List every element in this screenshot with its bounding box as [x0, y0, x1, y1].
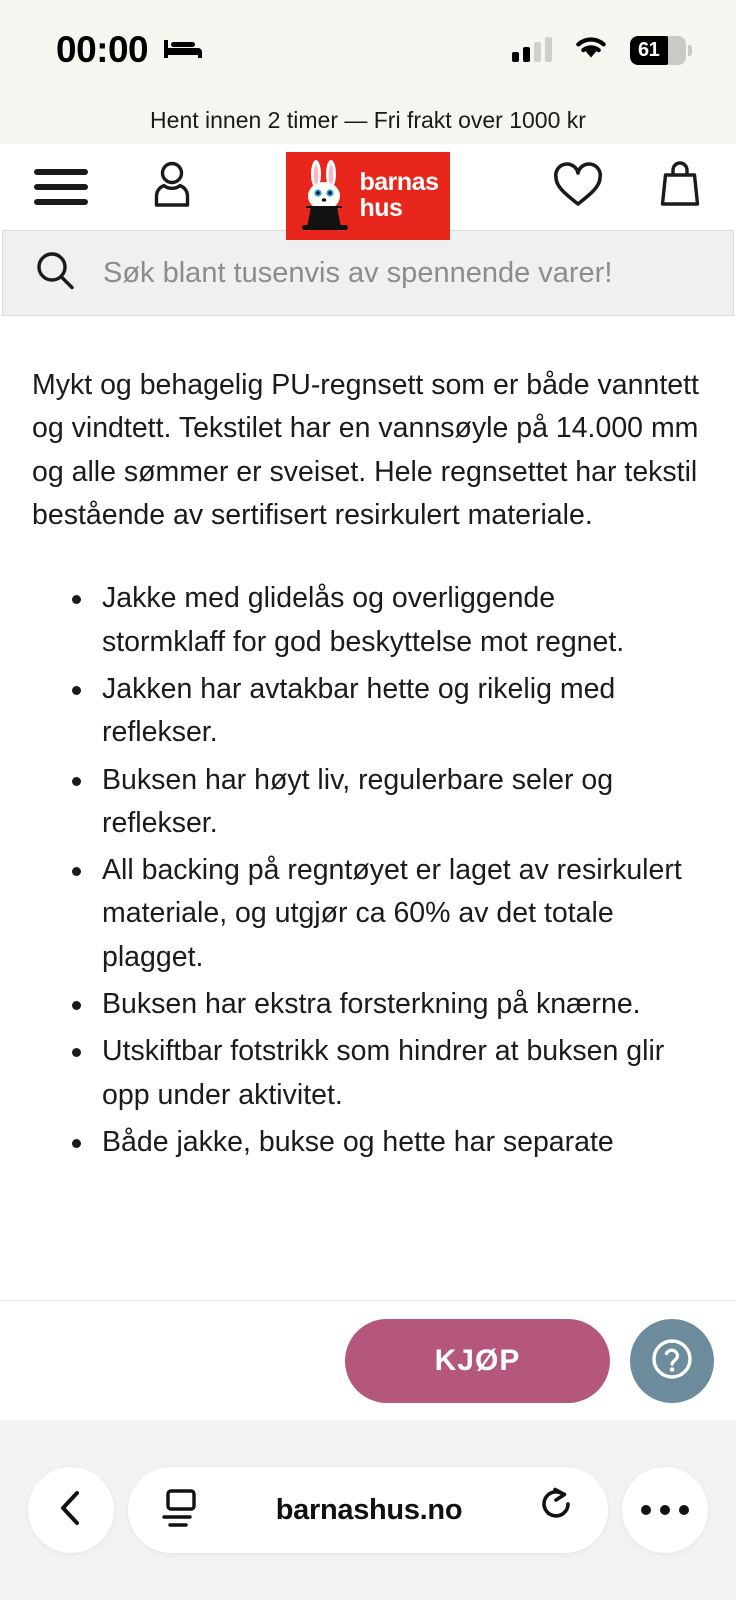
site-header: [0, 144, 736, 230]
product-feature-list: [30, 577, 706, 1164]
browser-url-bar[interactable]: [128, 1467, 608, 1553]
sticky-action-bar: [0, 1300, 736, 1420]
search-section: [0, 230, 736, 316]
status-bar: [0, 0, 736, 100]
browser-more-button[interactable]: [622, 1467, 708, 1553]
status-bar-left: [56, 29, 204, 71]
list-item: All backing på regntøyet er laget av resirkulert materiale, og utgjør ca 60% av det totale plagget.: [102, 849, 706, 979]
search-input[interactable]: [103, 257, 703, 290]
site-logo[interactable]: [286, 152, 450, 240]
shopping-bag-icon: [658, 160, 702, 215]
rabbit-in-hat-icon: [298, 158, 352, 235]
bed-icon: [162, 34, 204, 67]
battery-icon: [630, 36, 692, 65]
logo-line-1: barnas: [359, 168, 439, 197]
list-item: Buksen har høyt liv, regulerbare seler og reflekser.: [102, 759, 706, 846]
chevron-left-icon: [54, 1488, 88, 1533]
heart-icon: [552, 161, 604, 214]
list-item: Jakken har avtakbar hette og rikelig med reflekser.: [102, 668, 706, 755]
list-item: Både jakke, bukse og hette har separate: [102, 1121, 706, 1164]
header-right-group: [552, 160, 702, 215]
product-description-text: Mykt og behagelig PU-regnsett som er både vanntett og vindtett. Tekstilet har en vannsøyle på 14.000 mm og alle sømmer er sveiset. Hele regnsettet har tekstil bestående av sertifisert resirkulert materiale.: [32, 369, 699, 531]
reload-icon[interactable]: [538, 1487, 576, 1534]
wishlist-button[interactable]: [552, 161, 604, 214]
wifi-icon: [572, 34, 610, 67]
list-item: Jakke med glidelås og overliggende stormklaff for god beskyttelse mot regnet.: [102, 577, 706, 664]
product-description-section: [0, 316, 736, 1300]
browser-toolbar: [0, 1420, 736, 1600]
status-bar-right: [512, 34, 692, 67]
list-item: Utskiftbar fotstrikk som hindrer at buksen glir opp under aktivitet.: [102, 1030, 706, 1117]
more-options-icon: [641, 1505, 689, 1515]
cart-button[interactable]: [658, 160, 702, 215]
user-account-icon: [148, 159, 196, 216]
header-left-group: [34, 159, 196, 216]
battery-level-label: 61: [638, 38, 660, 61]
search-bar[interactable]: [2, 230, 734, 316]
account-button[interactable]: [148, 159, 196, 216]
cellular-signal-icon: [512, 38, 552, 62]
site-logo-text: [360, 170, 439, 222]
status-bar-clock: 00:00: [56, 29, 149, 70]
hamburger-menu-button[interactable]: [34, 169, 88, 205]
buy-button[interactable]: KJØP: [345, 1319, 610, 1403]
search-icon: [33, 249, 77, 298]
hamburger-menu-icon: [34, 169, 88, 205]
list-item: Buksen har ekstra forsterkning på knærne.: [102, 983, 706, 1026]
browser-url-text: barnashus.no: [275, 1493, 463, 1526]
question-mark-circle-icon: [647, 1334, 697, 1387]
browser-back-button[interactable]: [28, 1467, 114, 1553]
page-settings-icon[interactable]: [160, 1486, 200, 1535]
help-button[interactable]: [630, 1319, 714, 1403]
promo-banner: [0, 100, 736, 144]
promo-text: Hent innen 2 timer — Fri frakt over 1000 kr: [150, 106, 586, 133]
logo-line-2: hus: [359, 194, 403, 222]
